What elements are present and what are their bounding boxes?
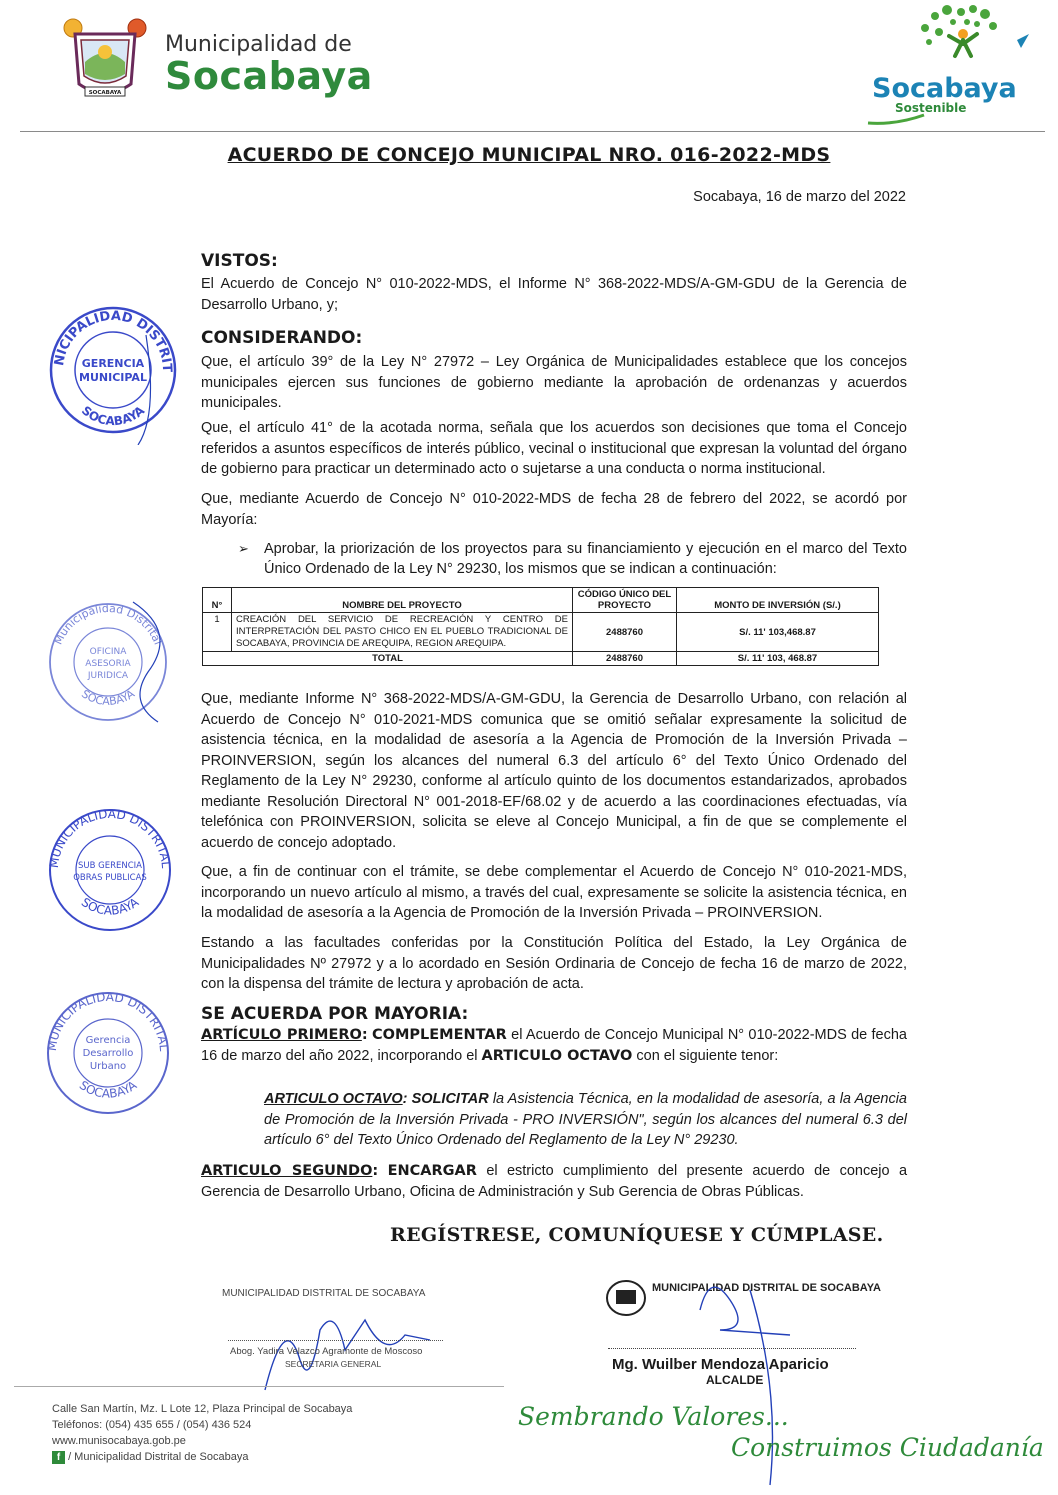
considerando-paragraph-5: Que, a fin de continuar con el trámite, se debe complementar el Acuerdo de Concejo N° 010-2021-MDS, incorporando un nuevo artículo al mismo, a través del cual, expresamente se solicite la asistencia técnica, en la modalidad de asesoría a la Agencia de Promoción de la Inversión Privada – PROINVERSION. — [201, 864, 907, 921]
stamp-center-text: MUNICIPAL — [79, 371, 147, 384]
quote-verb: SOLICITAR — [411, 1091, 489, 1107]
article-second — [201, 1161, 907, 1202]
considerando-heading: CONSIDERANDO: — [201, 328, 363, 348]
table-header-cell: N° — [203, 588, 232, 613]
right-signature-line — [608, 1348, 856, 1349]
article-first-ref: ARTICULO OCTAVO — [481, 1047, 633, 1064]
stamp-ring-text: MUNICIPALIDAD DISTRITAL — [46, 806, 174, 869]
vistos-text: El Acuerdo de Concejo N° 010-2022-MDS, el Informe N° 368-2022-MDS/A-GM-GDU de la Gerencia de Desarrollo Urbano, y; — [201, 276, 907, 313]
row-number: 1 — [203, 613, 232, 652]
table-header-cell: CÓDIGO ÚNICO DEL PROYECTO — [573, 588, 677, 613]
project-amount: S/. 11' 103,468.87 — [677, 613, 879, 652]
stamp-ring-text: MUNICIPALIDAD DISTRITAL — [44, 989, 172, 1052]
stamp-center-text: ASESORIA — [85, 659, 131, 669]
article-first-text-b: con el siguiente tenor: — [636, 1047, 779, 1064]
quote-label: ARTICULO OCTAVO — [264, 1091, 403, 1107]
sostenible-tree-logo — [905, 4, 1035, 74]
svg-text:Municipalidad Distrital — [52, 602, 165, 647]
left-signer-name: Abog. Yadira Velazco Agramonte de Moscoso — [230, 1346, 423, 1357]
slogan-line-1: Sembrando Valores... — [518, 1402, 789, 1431]
quote-colon: : — [402, 1091, 408, 1107]
stamp-center-text: OBRAS PUBLICAS — [73, 873, 147, 883]
right-seal-icon — [604, 1278, 648, 1318]
stamp-desarrollo-urbano — [38, 983, 178, 1123]
document-date: Socabaya, 16 de marzo del 2022 — [693, 189, 906, 205]
article-first — [201, 1025, 907, 1066]
stamp-obras-publicas — [40, 800, 180, 940]
project-code: 2488760 — [573, 613, 677, 652]
svg-text:SOCABAYA — [79, 403, 148, 428]
stamp-bottom-text: SOCABAYA — [78, 403, 148, 429]
article-first-verb: COMPLEMENTAR — [372, 1027, 507, 1043]
stamp-center-text: GERENCIA — [81, 357, 145, 370]
article-second-verb: ENCARGAR — [387, 1163, 477, 1179]
considerando-bullet: Aprobar, la priorización de los proyectos para su financiamiento y ejecución en el marco del Texto Único Ordenado de la Ley N° 29230, los mismos que se indican a continuación: — [264, 541, 907, 577]
svg-text:MUNICIPALIDAD DISTRITAL — [47, 807, 173, 869]
footer-divider — [14, 1386, 504, 1387]
document-title: ACUERDO DE CONCEJO MUNICIPAL NRO. 016-2022-MDS — [227, 144, 831, 166]
article-first-text-a: el Acuerdo de Concejo Municipal N° 010-2022-MDS de fecha 16 de marzo del año 2022, incorporando el — [201, 1027, 907, 1064]
svg-text:SOCABAYA — [77, 1078, 140, 1101]
acuerda-heading: SE ACUERDA POR MAYORIA: — [201, 1004, 469, 1024]
stamp-ring-text: NICIPALIDAD DISTRIT — [52, 308, 175, 372]
table-total-row — [203, 652, 879, 666]
org-name-small: Municipalidad de — [165, 32, 352, 57]
stamp-ring-text: Municipalidad Distrital — [51, 601, 165, 647]
header-divider — [20, 131, 1045, 132]
facebook-text: / Municipalidad Distrital de Socabaya — [68, 1451, 249, 1463]
slogan-line-2: Construimos Ciudadanía — [731, 1433, 1044, 1462]
article-second-label: ARTICULO SEGUNDO — [201, 1163, 373, 1179]
footer-phones: Teléfonos: (054) 435 655 / (054) 436 524 — [52, 1419, 252, 1431]
facebook-icon: f — [52, 1451, 65, 1464]
footer-address: Calle San Martín, Mz. L Lote 12, Plaza Principal de Socabaya — [52, 1403, 353, 1415]
article-first-label: ARTÍCULO PRIMERO — [201, 1027, 362, 1043]
table-header-row — [203, 588, 879, 613]
total-label: TOTAL — [203, 652, 573, 666]
municipal-crest-logo — [55, 14, 155, 106]
table-header-cell: MONTO DE INVERSIÓN (S/.) — [677, 588, 879, 613]
article-second-colon: : — [372, 1163, 379, 1179]
quote-text: la Asistencia Técnica, en la modalidad de asesoría, a la Agencia de Promoción de la Inversión Privada - PRO INVERSIÓN", según los alcances del numeral 6.3 del artículo 6° del Texto Único Ordenado del Reglamento de la Ley N° 29230. — [264, 1091, 907, 1148]
right-signer-name: Mg. Wuilber Mendoza Aparicio — [612, 1356, 829, 1373]
project-name: CREACIÓN DEL SERVICIO DE RECREACIÓN Y CENTRO DE INTERPRETACIÓN DEL PASTO CHICO EN EL PUEBLO TRADICIONAL DE SOCABAYA, PROVINCIA DE AREQUIPA, REGION AREQUIPA. — [232, 613, 573, 652]
right-signer-role: ALCALDE — [706, 1373, 764, 1387]
table-row — [203, 613, 879, 652]
brand-name: Socabaya — [872, 73, 1017, 104]
svg-text:SOCABAYA — [79, 895, 142, 918]
left-signer-role: SECRETARIA GENERAL — [285, 1359, 382, 1369]
considerando-paragraph-1: Que, el artículo 39° de la Ley N° 27972 – Ley Orgánica de Municipalidades establece que los concejos municipales ejercen sus funciones de gobierno mediante la aprobación de ordenanzas y acuerdos municipales. — [201, 354, 907, 411]
stamp-bottom-text: SOCABAYA — [78, 895, 142, 918]
org-name-big: Socabaya — [165, 54, 373, 98]
bullet-arrow-icon: ➢ — [238, 541, 249, 556]
left-signature-line — [228, 1340, 443, 1341]
considerando-paragraph-4: Que, mediante Informe N° 368-2022-MDS/A-GM-GDU, la Gerencia de Desarrollo Urbano, con relación al Acuerdo de Concejo N° 010-2021-MDS comunica que se omitió señalar expresamente la solicitud de asistencia técnica, en la modalidad de asesoría a la Agencia de Promoción de la Inversión Privada – PROINVERSION, según los alcances del numeral 6.3 del artículo 6° del Texto Único Ordenado del Reglamento de la Ley N° 29230, conforme al artículo quinto de los documentos estandarizados, aprobados mediante Resolución Directoral N° 001-2018-EF/68.02 y de acuerdo a las coordinaciones efectuadas, vía telefónica con PROINVERSION, solicita se eleve al Concejo Municipal, a fin de que se complemente el acuerdo de concejo adoptado. — [201, 691, 907, 851]
vistos-heading: VISTOS: — [201, 251, 278, 271]
brand-tagline: Sostenible — [895, 101, 967, 115]
article-octavo-quote — [264, 1089, 907, 1151]
total-code: 2488760 — [573, 652, 677, 666]
table-header-cell: NOMBRE DEL PROYECTO — [232, 588, 573, 613]
projects-table — [202, 587, 879, 666]
seal-banner-text: SOCABAYA — [88, 90, 122, 96]
considerando-paragraph-6: Estando a las facultades conferidas por la Constitución Política del Estado, la Ley Orgánica de Municipalidades Nº 27972 y a lo acordado en Sesión Ordinaria de Concejo de fecha 16 de marzo de 2022, con la dispensa del trámite de lectura y aprobación de acta. — [201, 935, 907, 992]
stamp-bottom-text: SOCABAYA — [76, 1078, 140, 1101]
brand-swoosh — [866, 112, 926, 124]
article-first-colon: : — [361, 1027, 368, 1043]
stamp-center-text: Gerencia — [85, 1035, 131, 1046]
considerando-paragraph-3: Que, mediante Acuerdo de Concejo N° 010-2022-MDS de fecha 28 de febrero del 2022, se acordó por Mayoría: — [201, 491, 907, 528]
stamp-center-text: Desarrollo — [82, 1048, 134, 1059]
considerando-paragraph-2: Que, el artículo 41° de la acotada norma, señala que los acuerdos son decisiones que toma el Concejo referidos a asuntos específicos de interés público, vecinal o institucional que expresan la voluntad del órgano de gobierno para practicar un determinado acto o sujetarse a una conducta o norma institucional. — [201, 420, 907, 477]
stamp-center-text: SUB GERENCIA — [78, 861, 142, 871]
right-signature-stamp-text: MUNICIPALIDAD DISTRITAL DE SOCABAYA — [652, 1282, 881, 1294]
footer-website: www.munisocabaya.gob.pe — [52, 1435, 186, 1447]
article-second-text: el estricto cumplimiento del presente acuerdo de concejo a Gerencia de Desarrollo Urbano, Oficina de Administración y Sub Gerencia de Obras Públicas. — [201, 1163, 908, 1200]
stamp-gerencia-municipal — [38, 295, 188, 445]
closing-statement: REGÍSTRESE, COMUNÍQUESE Y CÚMPLASE. — [390, 1224, 884, 1246]
stamp-center-text: OFICINA — [89, 647, 127, 657]
left-signature-stamp-text: MUNICIPALIDAD DISTRITAL DE SOCABAYA — [222, 1288, 426, 1299]
total-amount: S/. 11' 103, 468.87 — [677, 652, 879, 666]
stamp-center-text: JURIDICA — [87, 671, 129, 681]
stamp-center-text: Urbano — [89, 1061, 127, 1072]
stamp-bottom-text: SOCABAYA — [79, 687, 137, 709]
svg-text:SOCABAYA — [79, 687, 137, 708]
stamp-asesoria-juridica — [38, 592, 178, 732]
footer-facebook — [52, 1450, 248, 1465]
